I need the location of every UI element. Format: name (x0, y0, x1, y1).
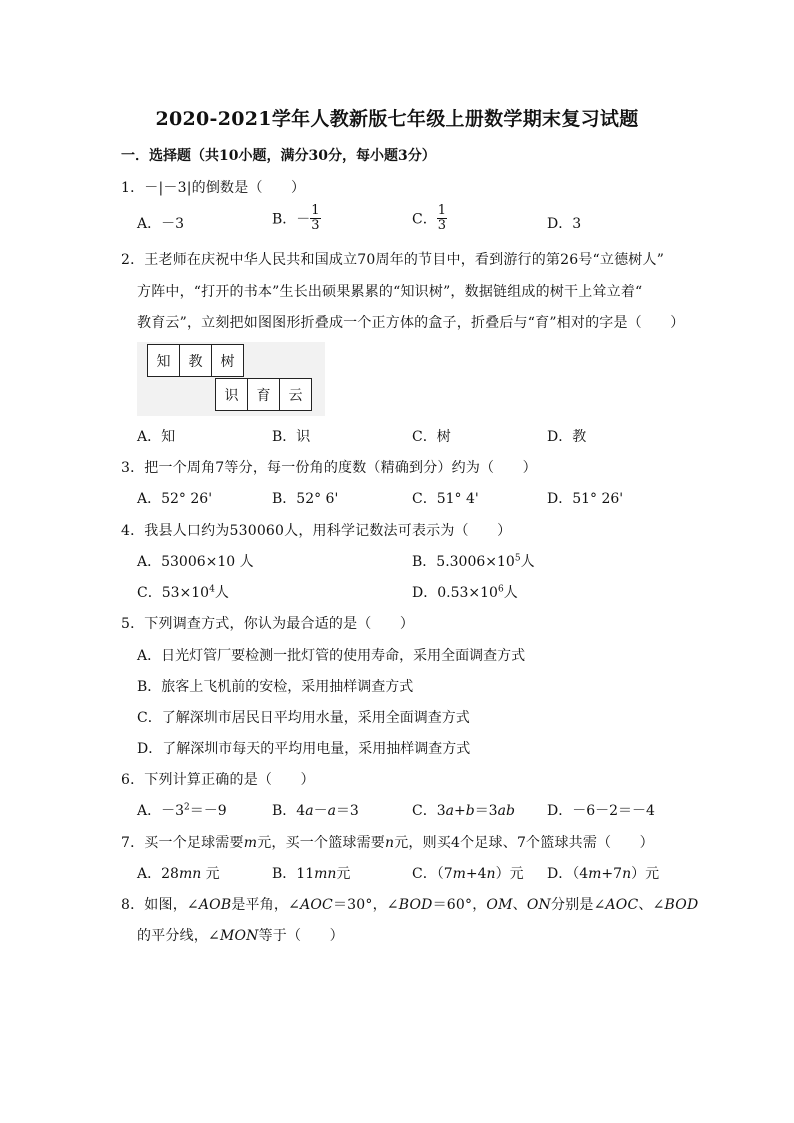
option-text: A．28 (137, 866, 179, 882)
option-text: B．5.3006×10 (412, 554, 515, 570)
option-c-prefix: C． (412, 211, 437, 228)
stem-text: 分别是∠ (550, 897, 606, 913)
question-2-option-d[interactable]: D．教 (547, 429, 587, 445)
variable: OM (486, 897, 513, 913)
operator: +4 (465, 866, 487, 882)
option-text-rest: ＝3 (335, 803, 359, 819)
question-6-option-c[interactable] (412, 800, 515, 820)
question-5-option-c[interactable]: C．了解深圳市居民日平均用水量，采用全面调查方式 (137, 710, 470, 726)
variable: n (385, 835, 395, 851)
question-6-option-a[interactable] (137, 800, 227, 820)
question-7-option-a[interactable] (137, 863, 220, 883)
stem-text: 8．如图，∠ (121, 897, 199, 913)
question-1-option-b[interactable] (272, 204, 321, 233)
question-8-line-1 (121, 894, 698, 914)
question-2-option-c[interactable]: C．树 (412, 429, 451, 445)
question-5-option-a[interactable]: A．日光灯管厂要检测一批灯管的使用寿命，采用全面调查方式 (137, 648, 526, 664)
question-2-option-a[interactable]: A．知 (137, 429, 176, 445)
question-6-option-d[interactable]: D．－6－2＝－4 (547, 803, 655, 819)
stem-text: 元，则买4个足球、7个篮球共需（ ） (394, 835, 654, 851)
question-3-option-c[interactable]: C．51° 4' (412, 491, 479, 507)
question-7-option-b[interactable] (272, 863, 350, 883)
question-1-stem: 1．－|－3|的倒数是（ ） (121, 180, 306, 196)
option-unit: ）元 (495, 866, 524, 882)
operator: +7 (601, 866, 623, 882)
fraction-denominator: 3 (311, 218, 320, 233)
net-cell-zhi: 知 (147, 344, 180, 377)
fraction-numerator: 1 (437, 203, 446, 218)
net-cell-shu: 树 (211, 344, 244, 377)
variable: AOC (300, 897, 333, 913)
option-unit: 元 (336, 866, 351, 882)
question-1-option-c[interactable] (412, 204, 447, 233)
exponent: 4 (209, 584, 215, 595)
question-6-stem: 6．下列计算正确的是（ ） (121, 772, 315, 788)
option-unit: ）元 (631, 866, 660, 882)
operator: ＝3 (474, 803, 498, 819)
option-text: A．－3 (137, 803, 185, 819)
variable: a (305, 803, 314, 819)
question-4-option-d[interactable] (412, 582, 518, 602)
variable: m (243, 835, 258, 851)
question-4-option-c[interactable] (137, 582, 229, 602)
question-5-option-d[interactable]: D．了解深圳市每天的平均用电量，采用抽样调查方式 (137, 741, 471, 757)
section-heading: 一．选择题（共10小题，满分30分，每小题3分） (121, 148, 436, 164)
fraction-denominator: 3 (437, 218, 446, 233)
question-8-line-2 (137, 925, 344, 945)
operator: － (313, 803, 328, 819)
stem-text: 的平分线，∠ (137, 928, 220, 944)
question-2-line-2: 方阵中，“打开的书本”生长出硕果累累的“知识树”，数据链组成的树干上耸立着“ (137, 284, 643, 300)
option-text: D．（4 (547, 866, 589, 882)
variable: mn (178, 866, 202, 882)
stem-text: 、 (512, 897, 527, 913)
option-unit: 人 (503, 585, 518, 601)
question-6-option-b[interactable] (272, 800, 359, 820)
question-1-option-a[interactable]: A．－3 (137, 216, 185, 232)
variable: AOC (605, 897, 639, 913)
variable: mn (314, 866, 337, 882)
option-unit: 人 (520, 554, 535, 570)
net-cell-shi: 识 (215, 378, 248, 411)
question-5-stem: 5．下列调查方式，你认为最合适的是（ ） (121, 616, 415, 632)
option-text: B．11 (272, 866, 315, 882)
fraction (310, 204, 320, 233)
option-b-prefix: B．－ (272, 211, 311, 228)
option-text: C．3 (412, 803, 446, 819)
option-text: B．4 (272, 803, 306, 819)
variable: b (465, 803, 475, 819)
net-cell-yu: 育 (247, 378, 280, 411)
stem-text: 、∠ (638, 897, 665, 913)
variable: ab (497, 803, 515, 819)
operator: + (453, 803, 466, 819)
question-2-line-1: 2．王老师在庆祝中华人民共和国成立70周年的节目中，看到游行的第26号“立德树人” (121, 252, 665, 268)
stem-text: 7．买一个足球需要 (121, 835, 244, 851)
question-3-option-b[interactable]: B．52° 6' (272, 491, 339, 507)
stem-text: 元，买一个篮球需要 (257, 835, 386, 851)
net-cell-jiao: 教 (179, 344, 212, 377)
question-1-option-d[interactable]: D．3 (547, 216, 582, 232)
option-unit: 人 (214, 585, 229, 601)
question-7-option-c[interactable] (412, 863, 524, 883)
question-7-option-d[interactable] (547, 863, 659, 883)
option-text: D．0.53×10 (412, 585, 498, 601)
stem-text: 等于（ ） (258, 928, 344, 944)
question-4-option-a[interactable]: A．53006×10 人 (137, 554, 254, 570)
variable: MON (219, 928, 259, 944)
fraction (437, 204, 447, 233)
option-text: C．（7 (412, 866, 453, 882)
question-3-option-a[interactable]: A．52° 26' (137, 491, 213, 507)
exponent: 6 (497, 584, 504, 595)
question-5-option-b[interactable]: B．旅客上飞机前的安检，采用抽样调查方式 (137, 679, 414, 695)
question-3-stem: 3．把一个周角7等分，每一份角的度数（精确到分）约为（ ） (121, 460, 537, 476)
stem-text: ＝30°，∠ (332, 897, 399, 913)
question-7-stem (121, 832, 654, 852)
question-3-option-d[interactable]: D．51° 26' (547, 491, 624, 507)
option-text: C．53×10 (137, 585, 210, 601)
question-4-option-b[interactable] (412, 551, 535, 571)
variable: m (588, 866, 602, 882)
option-unit: 元 (201, 866, 220, 882)
question-2-line-3: 教育云”，立刻把如图图形折叠成一个正方体的盒子，折叠后与“育”相对的字是（ ） (137, 315, 685, 331)
option-text-rest: ＝－9 (189, 803, 227, 819)
exponent: 2 (184, 802, 190, 813)
question-2-option-b[interactable]: B．识 (272, 429, 311, 445)
fraction-numerator: 1 (311, 203, 320, 218)
variable: BOD (398, 897, 433, 913)
variable: a (327, 803, 336, 819)
variable: ON (526, 897, 551, 913)
variable: n (486, 866, 496, 882)
page-title: 2020-2021学年人教新版七年级上册数学期末复习试题 (155, 108, 639, 130)
variable: AOB (198, 897, 232, 913)
variable: n (622, 866, 632, 882)
cube-net-figure (137, 342, 325, 416)
variable: BOD (664, 897, 699, 913)
net-cell-yun: 云 (279, 378, 312, 411)
stem-text: ＝60°， (432, 897, 487, 913)
variable: m (452, 866, 466, 882)
stem-text: 是平角，∠ (231, 897, 301, 913)
variable: a (445, 803, 454, 819)
exponent: 5 (514, 553, 521, 564)
question-4-stem: 4．我县人口约为530060人，用科学记数法可表示为（ ） (121, 523, 512, 539)
